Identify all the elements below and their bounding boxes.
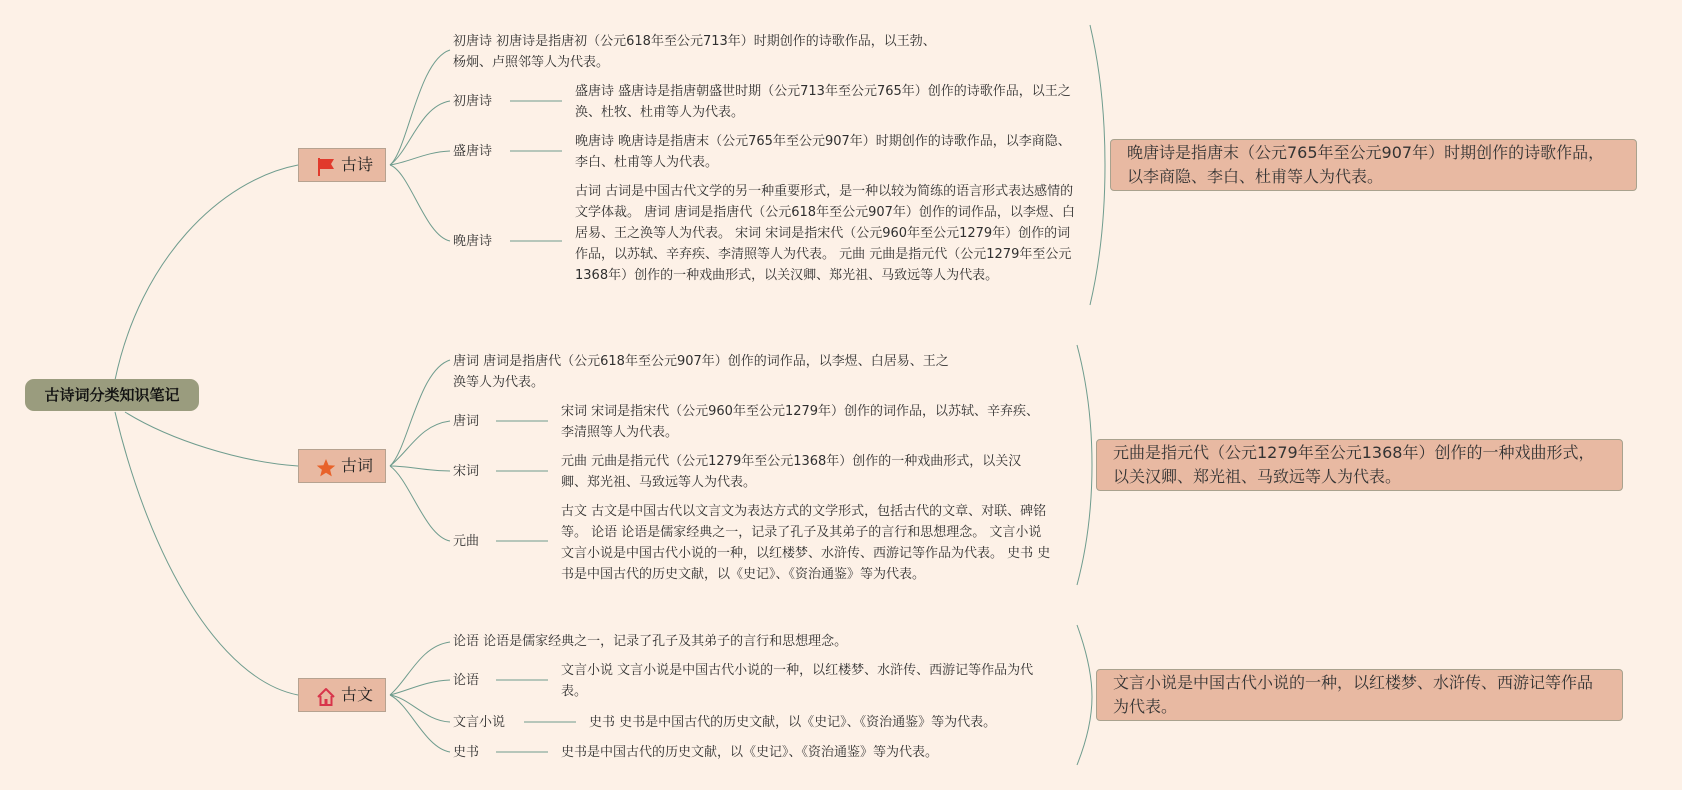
- b1-link-c3: [390, 165, 450, 241]
- summary-node[interactable]: 文言小说是中国古代小说的一种，以红楼梦、水浒传、西游记等作品为代表。: [1096, 669, 1623, 721]
- flag-icon: [316, 157, 336, 177]
- child-node-tangci[interactable]: 唐词: [453, 414, 480, 429]
- root-link-gushi: [115, 165, 298, 380]
- brace-1: [1090, 25, 1105, 305]
- child-node-shengtangshi[interactable]: 盛唐诗: [453, 144, 493, 159]
- star-icon: [316, 458, 336, 478]
- branch-gushi[interactable]: [298, 148, 386, 182]
- branch-guwen[interactable]: [298, 678, 386, 712]
- child-node-songci[interactable]: 宋词: [453, 464, 480, 479]
- b1-link-lead: [390, 50, 450, 165]
- lead-text: 唐词 唐词是指唐代（公元618年至公元907年）创作的词作品，以李煜、白居易、王之涣等人为代表。: [453, 354, 949, 390]
- detail-text: 史书 史书是中国古代的历史文献，以《史记》、《资治通鉴》等为代表。: [589, 715, 997, 730]
- root-node[interactable]: 古诗词分类知识笔记: [25, 379, 199, 411]
- detail-text: 文言小说 文言小说是中国古代小说的一种，以红楼梦、水浒传、西游记等作品为代表。: [561, 663, 1034, 699]
- b2-link-lead: [390, 360, 450, 466]
- b1-link-c1: [390, 101, 450, 165]
- detail-text: 晚唐诗 晚唐诗是指唐末（公元765年至公元907年）时期创作的诗歌作品，以李商隐、李白、杜甫等人为代表。: [575, 134, 1071, 170]
- root-link-guwen: [115, 412, 298, 695]
- lead-text: 初唐诗 初唐诗是指唐初（公元618年至公元713年）时期创作的诗歌作品，以王勃、杨炯、卢照邻等人为代表。: [453, 34, 936, 70]
- root-link-guci: [125, 412, 298, 466]
- child-node-wantangshi[interactable]: 晚唐诗: [453, 234, 493, 249]
- b3-link-c1: [390, 680, 450, 695]
- b3-link-c3: [390, 695, 450, 752]
- branch-label: 古文: [341, 685, 374, 704]
- brace-3: [1077, 625, 1092, 765]
- home-icon: [316, 687, 336, 707]
- summary-node[interactable]: 晚唐诗是指唐末（公元765年至公元907年）时期创作的诗歌作品，以李商隐、李白、杜甫等人为代表。: [1110, 139, 1637, 191]
- child-node-chutangshi[interactable]: 初唐诗: [453, 94, 493, 109]
- branch-label: 古诗: [341, 155, 374, 174]
- detail-text: 盛唐诗 盛唐诗是指唐朝盛世时期（公元713年至公元765年）创作的诗歌作品，以王之涣、杜牧、杜甫等人为代表。: [575, 84, 1071, 120]
- branch-guci[interactable]: [298, 449, 386, 483]
- b2-link-c2: [390, 466, 450, 471]
- detail-text: 史书是中国古代的历史文献，以《史记》、《资治通鉴》等为代表。: [561, 745, 939, 760]
- child-node-lunyu[interactable]: 论语: [453, 673, 480, 688]
- lead-text: 论语 论语是儒家经典之一，记录了孔子及其弟子的言行和思想理念。: [453, 634, 848, 649]
- b2-link-c1: [390, 421, 450, 466]
- b2-link-c3: [390, 466, 450, 541]
- detail-text: 古词 古词是中国古代文学的另一种重要形式，是一种以较为简练的语言形式表达感情的文学体裁。 唐词 唐词是指唐代（公元618年至公元907年）创作的词作品，以李煜、白居易、王之涣等人为代表。 宋词 宋词是指宋代（公元960年至公元1279年）创作的词作品，以苏轼、辛弃疾、李清照等人为代表。 元曲 元曲是指元代（公元1279年至公元1368年）创作的一种戏曲形式，以关汉卿、郑光祖、马致远等人为代表。: [575, 184, 1075, 283]
- detail-text: 古文 古文是中国古代以文言文为表达方式的文学形式，包括古代的文章、对联、碑铭等。 论语 论语是儒家经典之一，记录了孔子及其弟子的言行和思想理念。 文言小说 文言小说是中国古代小说的一种，以红楼梦、水浒传、西游记等作品为代表。 史书 史书是中国古代的历史文献，以《史记》、《资治通鉴》等为代表。: [561, 504, 1051, 582]
- summary-node[interactable]: 元曲是指元代（公元1279年至公元1368年）创作的一种戏曲形式，以关汉卿、郑光祖、马致远等人为代表。: [1096, 439, 1623, 491]
- child-node-shishu[interactable]: 史书: [453, 745, 480, 760]
- b3-link-c2: [390, 695, 450, 722]
- detail-text: 宋词 宋词是指宋代（公元960年至公元1279年）创作的词作品，以苏轼、辛弃疾、李清照等人为代表。: [561, 404, 1040, 440]
- b1-link-c2: [390, 151, 450, 165]
- b3-link-lead: [390, 642, 450, 695]
- child-node-yuanqu[interactable]: 元曲: [453, 534, 480, 549]
- detail-text: 元曲 元曲是指元代（公元1279年至公元1368年）创作的一种戏曲形式，以关汉卿、郑光祖、马致远等人为代表。: [561, 454, 1022, 490]
- brace-2: [1077, 345, 1092, 585]
- child-node-wenyanxiaoshuo[interactable]: 文言小说: [453, 715, 506, 730]
- branch-label: 古词: [341, 456, 374, 475]
